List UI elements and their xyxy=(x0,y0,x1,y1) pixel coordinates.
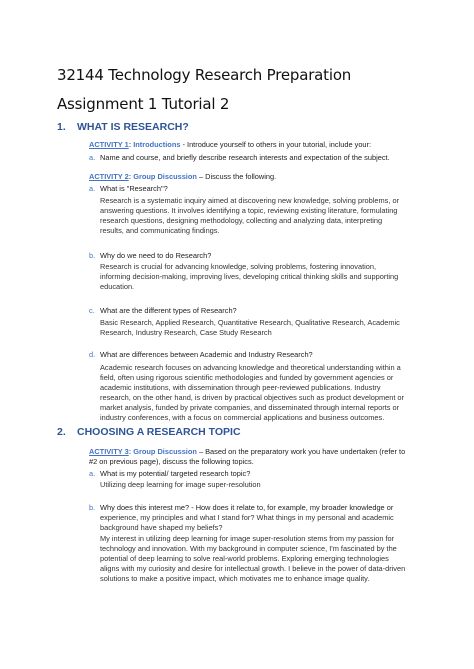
list-marker: a. xyxy=(89,153,96,162)
answer-line: results, and communicating findings. xyxy=(100,226,220,235)
section-number: 2. xyxy=(57,426,66,438)
answer-line: market analysis, funded by private companies, and disseminated through internal reports or xyxy=(100,403,400,412)
answer-line: Academic research focuses on advancing knowledge and theoretical understanding within a xyxy=(100,363,401,372)
question-text: Why do we need to do Research? xyxy=(100,251,212,260)
question-text: What are differences between Academic and Industry Research? xyxy=(100,350,313,359)
activity-text: – Discuss the following. xyxy=(196,172,277,181)
answer-line: answering questions. It involves identifying a topic, reviewing existing literature, formulating xyxy=(100,206,398,215)
answer-line: technology and innovation. With my background in computer science, I'm fascinated by the xyxy=(100,544,397,553)
answer-line: Research is crucial for advancing knowledge, solving problems, fostering innovation, xyxy=(100,262,377,271)
question-text: What are the different types of Research? xyxy=(100,306,237,315)
answer-line: industry conferences, with a focus on commercial applications and business outcomes. xyxy=(100,413,385,422)
activity-3-line xyxy=(89,447,405,457)
question-line: background have shaped my beliefs? xyxy=(100,523,223,532)
activity-colon: : xyxy=(128,172,132,181)
list-marker: c. xyxy=(89,306,95,315)
answer-paragraph xyxy=(100,363,430,423)
list-marker: d. xyxy=(89,350,96,359)
activity-label: ACTIVITY 1 xyxy=(89,140,129,149)
answer-line: Utilizing deep learning for image super-resolution xyxy=(100,480,261,489)
answer-line: Research, Industry Research, Case Study Research xyxy=(100,328,272,337)
section-title: WHAT IS RESEARCH? xyxy=(77,121,189,133)
question-text: What is "Research"? xyxy=(100,184,168,193)
activity-label: ACTIVITY 3 xyxy=(89,447,129,456)
activity-text: – Based on the preparatory work you have undertaken (refer to xyxy=(196,447,406,456)
answer-paragraph xyxy=(100,318,430,338)
activity-name: Introductions xyxy=(133,140,181,149)
question-text: Why does this interest me? - How does it relate to, for example, my broader knowledge or xyxy=(100,503,394,512)
activity-3-line-2: #2 on previous page), discuss the following topics. xyxy=(89,457,254,466)
section-title: CHOOSING A RESEARCH TOPIC xyxy=(77,426,241,438)
question-continuation xyxy=(100,513,430,533)
document-title: 32144 Technology Research Preparation xyxy=(57,66,352,84)
answer-paragraph xyxy=(100,262,430,292)
answer-line: research, on the other hand, is driven by practical objectives such as product development or xyxy=(100,393,405,402)
list-marker: a. xyxy=(89,469,96,478)
answer-line: research questions, designing methodology, collecting and analyzing data, interpreting xyxy=(100,216,383,225)
answer-line: field, often using rigorous scientific methodologies and funded by government agencies or xyxy=(100,373,394,382)
answer-line: potential of deep learning to solve real-world problems. Exploring emerging technologies xyxy=(100,554,389,563)
answer-line: My interest in utilizing deep learning for image super-resolution stems from my passion for xyxy=(100,534,395,543)
section-number: 1. xyxy=(57,121,66,133)
answer-line: Basic Research, Applied Research, Quantitative Research, Qualitative Research, Academic xyxy=(100,318,400,327)
answer-line: Research is a systematic inquiry aimed at discovering new knowledge, solving problems, or xyxy=(100,196,400,205)
activity-1-line xyxy=(89,140,371,150)
answer-paragraph xyxy=(100,480,430,490)
document-subtitle: Assignment 1 Tutorial 2 xyxy=(57,95,230,113)
section-heading-what-is-research xyxy=(57,121,189,133)
answer-line: academic institutions, with dissemination through peer-reviewed publications. Industry xyxy=(100,383,381,392)
answer-paragraph xyxy=(100,534,430,584)
activity-2-line xyxy=(89,172,276,182)
activity-colon: : xyxy=(128,140,132,149)
answer-line: solutions to make a positive impact, which motivates me to enhance image quality. xyxy=(100,574,370,583)
question-line: experience, my principles and what I stand for? What things in my personal and academic xyxy=(100,513,394,522)
list-marker: b. xyxy=(89,503,96,512)
activity-colon: : xyxy=(128,447,132,456)
answer-line: aligns with my curiosity and desire for intellectual growth. I believe in the power of data-driven xyxy=(100,564,406,573)
activity-label: ACTIVITY 2 xyxy=(89,172,129,181)
answer-line: education. xyxy=(100,282,135,291)
list-item-text: Name and course, and briefly describe research interests and expectation of the subject. xyxy=(100,153,390,162)
activity-name: Group Discussion xyxy=(133,172,197,181)
answer-line: informing decision-making, improving lives, developing critical thinking skills and supporting xyxy=(100,272,399,281)
activity-text: - Introduce yourself to others in your tutorial, include your: xyxy=(180,140,372,149)
list-marker: a. xyxy=(89,184,96,193)
question-text: What is my potential/ targeted research topic? xyxy=(100,469,251,478)
answer-paragraph xyxy=(100,196,430,236)
activity-name: Group Discussion xyxy=(133,447,197,456)
list-marker: b. xyxy=(89,251,96,260)
section-heading-choosing-topic xyxy=(57,426,241,438)
